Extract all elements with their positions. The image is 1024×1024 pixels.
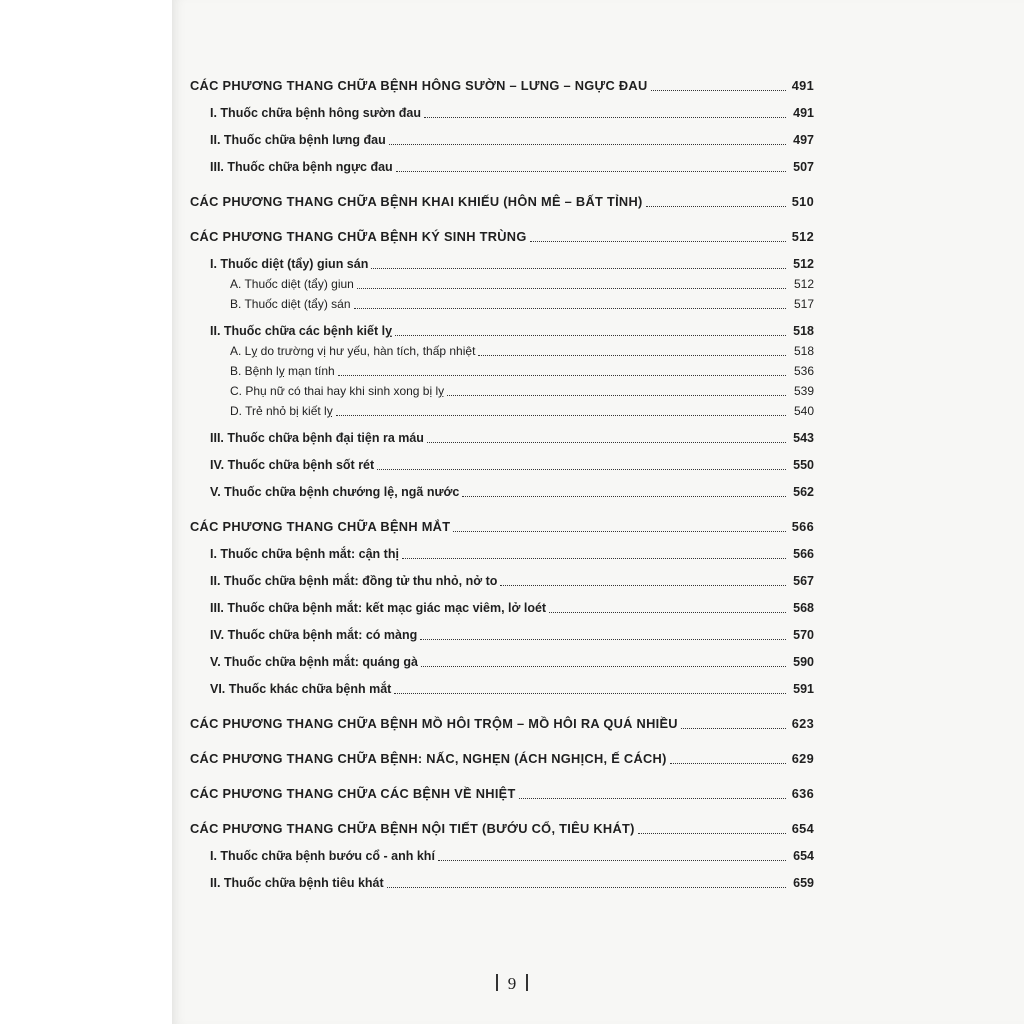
toc-entry-page: 491 (791, 78, 814, 93)
toc-entry (190, 122, 814, 149)
toc-entry-title: III. Thuốc chữa bệnh ngực đau (210, 160, 393, 174)
toc-entry (190, 95, 814, 122)
toc-entry-title: II. Thuốc chữa bệnh lưng đau (210, 133, 386, 147)
dot-leader (357, 288, 786, 289)
toc-entry-page: 629 (791, 751, 814, 766)
toc-entry (190, 293, 814, 313)
toc-entry-page: 543 (793, 431, 814, 445)
toc-entry-title: I. Thuốc chữa bệnh mắt: cận thị (210, 547, 399, 561)
toc-entry-page: 636 (791, 786, 814, 801)
page-number: 9 (507, 974, 517, 993)
dot-leader (387, 887, 786, 888)
toc-entry-title: A. Thuốc diệt (tẩy) giun (230, 277, 354, 291)
toc-entry-page: 591 (793, 682, 814, 696)
toc-entry-title: I. Thuốc chữa bệnh hông sườn đau (210, 106, 422, 120)
toc-entry (190, 400, 814, 420)
toc-entry (190, 644, 814, 671)
toc-entry-page: 491 (793, 106, 814, 120)
dot-leader (421, 666, 786, 667)
toc-entry-page: 510 (791, 194, 814, 209)
dot-leader (338, 375, 786, 376)
toc-entry (190, 536, 814, 563)
dot-leader (336, 415, 786, 416)
toc-entry (190, 447, 814, 474)
toc-entry-page: 566 (793, 547, 814, 561)
toc-entry-page: 536 (793, 364, 814, 378)
toc-section-entry (190, 509, 814, 536)
toc-entry-title: CÁC PHƯƠNG THANG CHỮA BỆNH KHAI KHIẾU (HÔN MÊ – BẤT TỈNH) (190, 194, 643, 209)
toc-entry (190, 590, 814, 617)
dot-leader (530, 241, 786, 242)
footer-right-rule (526, 974, 528, 991)
dot-leader (646, 206, 786, 207)
dot-leader (519, 798, 786, 799)
toc-entry (190, 273, 814, 293)
toc-entry-page: 518 (793, 324, 814, 338)
toc-entry (190, 865, 814, 892)
dot-leader (638, 833, 786, 834)
dot-leader (651, 90, 787, 91)
toc-entry-page: 567 (793, 574, 814, 588)
toc-entry-title: V. Thuốc chữa bệnh chướng lệ, ngã nước (210, 485, 460, 499)
table-of-contents (190, 68, 814, 892)
toc-entry-title: IV. Thuốc chữa bệnh mắt: có màng (210, 628, 418, 642)
toc-section-entry (190, 184, 814, 211)
toc-section-entry (190, 741, 814, 768)
dot-leader (377, 469, 786, 470)
toc-entry-title: II. Thuốc chữa bệnh mắt: đồng tử thu nhỏ, nở to (210, 574, 498, 588)
toc-entry-page: 570 (793, 628, 814, 642)
toc-entry-title: V. Thuốc chữa bệnh mắt: quáng gà (210, 655, 418, 669)
toc-entry-title: B. Thuốc diệt (tẩy) sán (230, 297, 351, 311)
toc-entry-page: 654 (791, 821, 814, 836)
toc-entry-page: 507 (793, 160, 814, 174)
dot-leader (670, 763, 786, 764)
toc-entry (190, 420, 814, 447)
toc-section-entry (190, 776, 814, 803)
toc-entry-title: CÁC PHƯƠNG THANG CHỮA BỆNH: NẤC, NGHẸN (ÁCH NGHỊCH, Ế CÁCH) (190, 751, 667, 766)
dot-leader (389, 144, 786, 145)
dot-leader (420, 639, 786, 640)
footer-left-rule (496, 974, 498, 991)
toc-entry-page: 623 (791, 716, 814, 731)
toc-entry-title: CÁC PHƯƠNG THANG CHỮA BỆNH NỘI TIẾT (BƯỚU CỔ, TIÊU KHÁT) (190, 821, 635, 836)
toc-entry-page: 512 (793, 277, 814, 291)
dot-leader (549, 612, 786, 613)
dot-leader (478, 355, 786, 356)
toc-entry (190, 671, 814, 698)
toc-entry-page: 659 (793, 876, 814, 890)
toc-entry-title: I. Thuốc diệt (tẩy) giun sán (210, 257, 369, 271)
toc-section-entry (190, 811, 814, 838)
dot-leader (447, 395, 786, 396)
toc-entry-page: 517 (793, 297, 814, 311)
dot-leader (427, 442, 786, 443)
toc-entry-page: 512 (793, 257, 814, 271)
dot-leader (462, 496, 786, 497)
toc-entry-title: II. Thuốc chữa bệnh tiêu khát (210, 876, 384, 890)
toc-entry-title: C. Phụ nữ có thai hay khi sinh xong bị lỵ (230, 384, 445, 398)
toc-entry (190, 474, 814, 501)
page-footer (0, 974, 1024, 994)
toc-entry-page: 497 (793, 133, 814, 147)
dot-leader (500, 585, 786, 586)
dot-leader (396, 171, 786, 172)
toc-entry (190, 380, 814, 400)
toc-entry-title: A. Lỵ do trường vị hư yếu, hàn tích, thấp nhiệt (230, 344, 476, 358)
toc-entry-title: CÁC PHƯƠNG THANG CHỮA BỆNH MỒ HÔI TRỘM – MỒ HÔI RA QUÁ NHIỀU (190, 716, 678, 731)
dot-leader (453, 531, 786, 532)
toc-entry-page: 539 (793, 384, 814, 398)
toc-entry-title: CÁC PHƯƠNG THANG CHỮA BỆNH KÝ SINH TRÙNG (190, 229, 527, 244)
dot-leader (394, 693, 786, 694)
toc-entry-title: CÁC PHƯƠNG THANG CHỮA BỆNH MẮT (190, 519, 451, 534)
toc-entry (190, 340, 814, 360)
toc-entry-page: 568 (793, 601, 814, 615)
toc-entry-title: CÁC PHƯƠNG THANG CHỮA CÁC BỆNH VỀ NHIỆT (190, 786, 516, 801)
dot-leader (354, 308, 786, 309)
toc-entry-title: III. Thuốc chữa bệnh mắt: kết mạc giác mạc viêm, lở loét (210, 601, 547, 615)
toc-entry-page: 518 (793, 344, 814, 358)
toc-entry-page: 562 (793, 485, 814, 499)
dot-leader (438, 860, 786, 861)
toc-entry-title: I. Thuốc chữa bệnh bướu cổ - anh khí (210, 849, 435, 863)
toc-entry (190, 149, 814, 176)
toc-entry (190, 360, 814, 380)
toc-entry-title: III. Thuốc chữa bệnh đại tiện ra máu (210, 431, 424, 445)
dot-leader (371, 268, 786, 269)
toc-section-entry (190, 68, 814, 95)
toc-entry-page: 590 (793, 655, 814, 669)
toc-entry (190, 246, 814, 273)
dot-leader (424, 117, 786, 118)
toc-entry-page: 566 (791, 519, 814, 534)
toc-entry (190, 563, 814, 590)
toc-entry-page: 654 (793, 849, 814, 863)
toc-entry-title: II. Thuốc chữa các bệnh kiết lỵ (210, 324, 393, 338)
toc-entry-title: D. Trẻ nhỏ bị kiết lỵ (230, 404, 333, 418)
toc-entry (190, 617, 814, 644)
dot-leader (681, 728, 786, 729)
toc-entry (190, 313, 814, 340)
toc-section-entry (190, 219, 814, 246)
toc-entry-title: VI. Thuốc khác chữa bệnh mắt (210, 682, 392, 696)
toc-entry-title: B. Bệnh lỵ mạn tính (230, 364, 335, 378)
toc-entry-title: CÁC PHƯƠNG THANG CHỮA BỆNH HÔNG SƯỜN – LƯNG – NGỰC ĐAU (190, 78, 648, 93)
toc-entry (190, 838, 814, 865)
toc-entry-page: 550 (793, 458, 814, 472)
toc-entry-page: 512 (791, 229, 814, 244)
toc-section-entry (190, 706, 814, 733)
dot-leader (395, 335, 786, 336)
toc-entry-title: IV. Thuốc chữa bệnh sốt rét (210, 458, 375, 472)
toc-entry-page: 540 (793, 404, 814, 418)
dot-leader (402, 558, 786, 559)
